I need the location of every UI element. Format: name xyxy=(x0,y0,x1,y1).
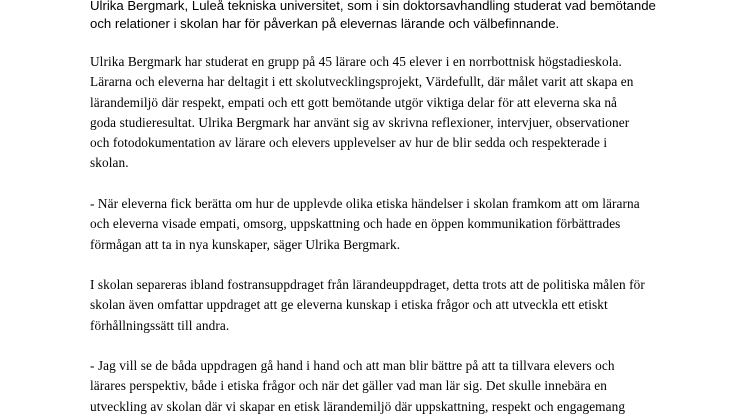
text-line: förhållningssätt till andra. xyxy=(90,317,230,333)
text-line: Ulrika Bergmark har studerat en grupp på 45 lärare och 45 elever i en norrbottnisk högstadieskola. xyxy=(90,54,622,69)
text-line: - När eleverna fick berätta om hur de upplevde olika etiska händelser i skolan framkom att om lärarna xyxy=(90,196,640,211)
text-line: goda studieresultat. Ulrika Bergmark har använt sig av skrivna reflexioner, intervjuer, observationer xyxy=(90,114,630,130)
body-paragraph-quote-1 xyxy=(90,194,710,255)
body-paragraph-study xyxy=(90,52,710,174)
text-line: lärares perspektiv, både i etiska frågor och när det gäller vad man lär sig. Det skulle innebära en xyxy=(90,378,607,394)
text-line: Ulrika Bergmark, Luleå tekniska universitet, som i sin doktorsavhandling studerat vad bemötande xyxy=(90,0,656,13)
text-line: - Jag vill se de båda uppdragen gå hand i hand och att man blir bättre på att ta tillvara elevers och xyxy=(90,358,615,373)
text-line: och fotodokumentation av lärare och elevers upplevelser av hur de blir sedda och respekterade i xyxy=(90,135,608,151)
text-line: skolan även omfattar uppdraget att ge eleverna kunskap i etiska frågor och att utveckla ett etiskt xyxy=(90,297,608,313)
text-line: och relationer i skolan har för påverkan på elevernas lärande och välbefinnande. xyxy=(90,16,560,31)
text-line: skolan. xyxy=(90,155,129,171)
lead-paragraph xyxy=(90,0,710,33)
text-line: och eleverna visade empati, omsorg, uppskattning och hade en öppen kommunikation förbättrades xyxy=(90,216,621,232)
text-line: Lärarna och eleverna har deltagit i ett skolutvecklingsprojekt, Värdefullt, där målet varit att skapa en xyxy=(90,74,634,90)
text-line: utveckling av skolan där vi skapar en etisk lärandemiljö där uppskattning, respekt och engagemang xyxy=(90,398,626,414)
body-paragraph-quote-2 xyxy=(90,356,710,417)
text-line: I skolan separeras ibland fostransuppdraget från lärandeuppdraget, detta trots att de politiska målen för xyxy=(90,277,645,292)
text-line: förmågan att ta in nya kunskaper, säger Ulrika Bergmark. xyxy=(90,236,401,252)
body-paragraph-school-mission xyxy=(90,275,710,336)
text-line: lärandemiljö där respekt, empati och ett gott bemötande utgör viktiga delar för att eleverna ska nå xyxy=(90,94,618,110)
